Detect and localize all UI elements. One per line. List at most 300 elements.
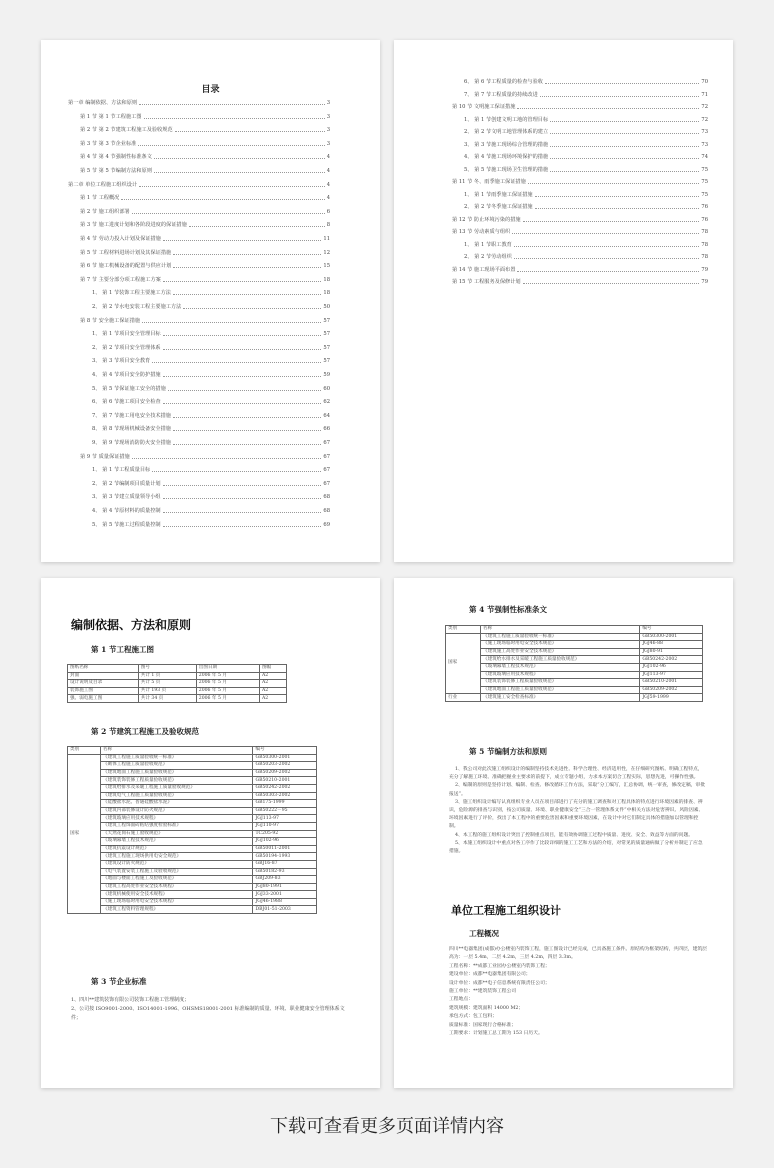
toc-entry-text: 1、 第 1 节项目安全管理目标 (92, 331, 161, 338)
toc-leader-dots (152, 470, 321, 472)
table-cell: GBJ16-87 (253, 860, 317, 868)
toc-entry (92, 290, 330, 296)
table-cell: 《建筑工程施工现场供用电安全规范》 (101, 853, 253, 861)
table-cell: 《建筑装饰装修工程质量验收规范》 (101, 777, 253, 785)
toc-leader-dots (163, 525, 322, 527)
table-row (68, 807, 317, 815)
toc-page-number: 15 (323, 263, 330, 270)
toc-page-number: 79 (701, 279, 708, 285)
toc-entry (464, 79, 708, 85)
toc-entry (452, 279, 708, 285)
paragraph: 1、我公司对此次施工组织设计的编制坚持技术先进性、科学合理性、经济适用性，在仔细研究图纸、明确工程特点，充分了解施工环境、准确把握业主要求的前提下，成立专题小组，力求本方案切合工程实际，思想先进，可操作性强。 (449, 767, 703, 781)
toc-leader-dots (132, 457, 322, 459)
document-page-4 (394, 578, 733, 1088)
table-row (68, 800, 317, 808)
toc-leader-dots (550, 132, 699, 134)
overview-line: 工程地点： (449, 997, 473, 1003)
table-cell: GB50210-2001 (640, 679, 703, 687)
toc-entry-text: 第 4 节 劳动力投入计划及保证措施 (80, 236, 161, 242)
toc-leader-dots (173, 443, 321, 445)
toc-entry-text: 1、 第 1 节职工教育 (464, 241, 512, 248)
table-header: 出图日期 (196, 665, 259, 673)
toc-entry (464, 167, 708, 173)
toc-page-number: 64 (323, 412, 330, 419)
table-cell: JGJ102-96 (640, 663, 703, 671)
table-cell: 共计 5 页 (138, 680, 196, 688)
toc-leader-dots (163, 348, 322, 350)
toc-entry-text: 第 13 节 劳动素质与组织 (452, 229, 511, 235)
toc-entry (80, 154, 330, 160)
toc-entry (464, 129, 708, 135)
toc-entry-text: 8、 第 8 节现场机械设备安全措施 (92, 426, 171, 433)
table-row (68, 672, 287, 680)
table-cell: JGJ59-1999 (640, 694, 703, 702)
table-cell: 强、弱电施工图 (68, 695, 139, 703)
table-cell: 《砌体工程施工质量验收规范》 (101, 762, 253, 770)
toc-entry (92, 345, 330, 351)
table-row (68, 853, 317, 861)
table-cell: 装饰施工图 (68, 687, 139, 695)
table-header: 编号 (253, 747, 317, 755)
toc-page-number: 3 (326, 100, 330, 106)
toc-entry (452, 217, 708, 223)
toc-entry (68, 100, 330, 106)
toc-leader-dots (132, 212, 325, 214)
table-cell: 2006 年 5 月 (196, 695, 259, 703)
toc-entry-text: 第 2 节 第 2 节建筑工程施工及验收规范 (80, 127, 173, 134)
toc-leader-dots (514, 257, 700, 259)
table-cell: 《建筑玻璃应用技术规程》 (101, 815, 253, 823)
table-cell: A2 (259, 695, 286, 703)
toc-entry (464, 254, 708, 260)
toc-page-number: 69 (323, 521, 330, 528)
toc-entry (92, 494, 330, 500)
toc-entry (80, 454, 330, 460)
table-row (446, 641, 703, 649)
toc-entry-text: 4、 第 4 节项目安全防护措施 (92, 372, 161, 378)
table-cell: 《电气装置安装工程施工及验收规范》 (101, 868, 253, 876)
table-row (68, 784, 317, 792)
table-header-row (446, 626, 703, 634)
toc-entry-text: 2、 第 2 节水电安装工程主要施工方法 (92, 304, 182, 310)
section-title: 第 4 节强制性标准条文 (469, 605, 547, 614)
toc-entry (80, 127, 330, 133)
table-cell: GB50182-93 (253, 868, 317, 876)
toc-page-number: 59 (323, 372, 330, 378)
toc-page-number: 68 (323, 508, 330, 514)
table-cell: 《玻璃幕墙工程技术规范》 (101, 838, 253, 846)
toc-leader-dots (514, 245, 700, 247)
toc-entry-text: 1、 第 1 节创建文明工地的管理目标 (464, 116, 549, 123)
paragraph: 2、公司按 ISO9001-2000、ISO14001-1996、OHSMS18001-2001 标准编制的质量、环境、职业健康安全管理体系文件； (71, 1006, 345, 1021)
table-cell: GB50203-2002 (253, 762, 317, 770)
section-title: 工程概况 (469, 929, 499, 938)
toc-page-number: 78 (701, 229, 708, 235)
toc-page-number: 78 (701, 254, 708, 260)
table-cell: GB50194-1993 (253, 853, 317, 861)
toc-leader-dots (517, 107, 699, 109)
toc-leader-dots (173, 253, 321, 255)
toc-entry-text: 2、 第 2 节冬季施工保证措施 (464, 204, 533, 210)
table-cell: A2 (259, 687, 286, 695)
standards-table-body (446, 633, 703, 701)
toc-page-number: 3 (326, 140, 330, 147)
toc-entry-text: 6、 第 6 节工程质量的检查与验收 (464, 79, 543, 85)
table-cell: 《玻璃幕墙工程技术规范》 (481, 663, 640, 671)
table-cell: GBJ209-83 (253, 876, 317, 884)
toc-leader-dots (163, 484, 322, 486)
toc-leader-dots (163, 497, 322, 499)
table-cell: JGJ33-2001 (253, 891, 317, 899)
toc-entry (80, 318, 330, 324)
toc-entry-text: 5、 第 5 节施工过程质量控制 (92, 521, 161, 528)
table-header: 编号 (640, 626, 703, 634)
toc-entry-text: 5、 第 5 节保证施工安全的措施 (92, 385, 166, 392)
method-paragraphs (449, 766, 707, 856)
toc-entry-text: 5、 第 5 节施工现场卫生管理的措施 (464, 166, 549, 173)
toc-leader-dots (173, 416, 321, 418)
table-row (68, 687, 287, 695)
category-cell: 国家 (446, 633, 481, 694)
table-cell: 2006 年 5 月 (196, 672, 259, 680)
toc-leader-dots (163, 511, 322, 513)
table-row (446, 633, 703, 641)
table-cell: 《建筑工程资料管理规程》 (101, 906, 253, 914)
category-cell: 行业 (446, 694, 481, 702)
toc-entry (464, 92, 708, 98)
table-cell: 共计 193 页 (138, 687, 196, 695)
spec-table-body (68, 754, 317, 913)
table-cell: 《建筑给水排水及采暖工程施工质量验收规范》 (481, 656, 640, 664)
toc-entry-text: 第 9 节 质量保证措施 (80, 453, 130, 460)
table-row (446, 686, 703, 694)
table-cell: JGJ46-1988 (253, 898, 317, 906)
toc-page-number: 18 (323, 276, 330, 283)
table-cell: 设计说明及目录 (68, 680, 139, 688)
drawings-table-body (68, 672, 287, 702)
toc-leader-dots (152, 361, 321, 363)
table-row (68, 860, 317, 868)
toc-page-number: 67 (323, 480, 330, 487)
toc-entry-text: 第 5 节 工程材料进场计划及其保证措施 (80, 249, 172, 256)
table-cell: 《建筑装饰装修工程质量验收规范》 (481, 679, 640, 687)
toc-page-number: 75 (701, 179, 708, 185)
table-header: 图纸名称 (68, 665, 139, 673)
table-cell: A2 (259, 672, 286, 680)
table-cell: GB50222－95 (253, 807, 317, 815)
table-row (68, 906, 317, 914)
table-cell: GB50209-2002 (640, 686, 703, 694)
table-cell: GB50303-2002 (253, 792, 317, 800)
toc-entry-text: 第 12 节 防止环境污染的措施 (452, 216, 521, 223)
toc-leader-dots (163, 280, 322, 282)
toc-leader-dots (523, 220, 700, 222)
toc-entry (92, 426, 330, 432)
toc-leader-dots (517, 270, 699, 272)
table-cell: GB50300-2001 (253, 754, 317, 762)
overview-line: 设计单位：成都**电子信息系统有限责任公司； (449, 980, 550, 986)
table-cell: 《建筑工程施工质量验收统一标准》 (101, 754, 253, 762)
toc-entry-text: 7、 第 7 节工程质量的持续改进 (464, 91, 538, 98)
toc-entry (92, 413, 330, 419)
toc-page-number: 11 (323, 236, 330, 242)
table-cell: 《建筑内部装修设计防火规范》 (101, 807, 253, 815)
toc-page-number: 74 (701, 154, 708, 160)
table-cell: JGJ110-97 (253, 822, 317, 830)
table-cell: 《建筑给排水及采暖工程施工质量验收规范》 (101, 784, 253, 792)
toc-entry-text: 第 6 节 施工机械设备的配置与供应计划 (80, 263, 172, 270)
toc-leader-dots (144, 117, 325, 119)
toc-entry-text: 第 3 节 施工进度计划和各阶段进度的保证措施 (80, 222, 187, 229)
toc-entry-text: 第二章 单位工程施工组织设计 (68, 181, 138, 188)
toc-page-number: 70 (701, 79, 708, 85)
overview-line: 质量标准：国家现行合格标准； (449, 1022, 517, 1028)
overview-line: 建设单位：成都**电器集团有限公司； (449, 972, 531, 978)
table-header-row (68, 665, 287, 673)
toc-leader-dots (512, 232, 699, 234)
toc-entry (452, 267, 708, 273)
table-cell: 《施工现场临时用电安全技术规范》 (481, 641, 640, 649)
toc-page-number: 68 (323, 494, 330, 501)
toc-entry (92, 467, 330, 473)
table-cell: 《建筑设计防火规范》 (101, 860, 253, 868)
toc-page-number: 4 (326, 195, 330, 202)
toc-entry (80, 141, 330, 147)
toc-entry (80, 222, 330, 228)
toc-page-number: 6 (326, 208, 330, 215)
toc-leader-dots (139, 185, 325, 187)
chapter-title: 编制依据、方法和原则 (71, 618, 192, 632)
table-cell: 《建筑施工安全检查标准》 (481, 694, 640, 702)
toc-entry-text: 2、 第 2 节劳动组织 (464, 254, 512, 260)
toc-entry-text: 2、 第 2 节编制项目质量计划 (92, 480, 161, 487)
toc-entry (92, 331, 330, 337)
table-cell: JGJ46-88 (640, 641, 703, 649)
table-row (446, 656, 703, 664)
table-row (68, 792, 317, 800)
toc-leader-dots (173, 429, 321, 431)
table-cell: JGJ102-96 (253, 838, 317, 846)
chapter-title: 单位工程施工组织设计 (451, 904, 561, 917)
toc-leader-dots (154, 157, 325, 159)
table-cell: TC205-92 (253, 830, 317, 838)
toc-entry-text: 第 3 节 第 3 节企业标准 (80, 140, 137, 147)
category-cell: 国家 (68, 754, 101, 913)
table-cell: 《建筑施工高处作业安全技术规范》 (481, 648, 640, 656)
table-cell: 共计 34 页 (138, 695, 196, 703)
toc-leader-dots (121, 198, 324, 200)
paragraph: 3、施工组织设计编写认真组织专业人员在项目部进行了充分的施工调查和对工程具体的特点进行环境因素的排查、辨识，危险源的排查与识别，按公司质量、环境、职业健康安全“三合一管理体系文件”中相关方法对危害辨识、风险因素、环境因素进行了评价，找出了本工程中的重要危害因素和重要环境因素，在设计中对它们制定具体的措施加以管理和控制。 (449, 799, 704, 830)
toc-page-number: 76 (701, 204, 708, 210)
table-row (68, 838, 317, 846)
toc-page-number: 73 (701, 129, 708, 135)
table-cell: 《建筑抗震设计规范》 (101, 845, 253, 853)
toc-page-number: 66 (323, 426, 330, 433)
table-cell: 2006 年 5 月 (196, 680, 259, 688)
table-row (68, 680, 287, 688)
toc-entry-text: 第 5 节 第 5 节编制方法和原则 (80, 168, 152, 174)
toc-entry-text: 第 1 节 工程概况 (80, 195, 120, 202)
toc-entry (92, 304, 330, 310)
toc-entry (80, 263, 330, 269)
table-cell: 《地面与楼面工程施工及验收规范》 (101, 876, 253, 884)
toc-entry (80, 236, 330, 242)
toc-entry (80, 250, 330, 256)
overview-lines (449, 946, 707, 1038)
toc-leader-dots (163, 402, 322, 404)
toc-page-2 (394, 40, 733, 562)
table-row (68, 777, 317, 785)
toc-entry (92, 440, 330, 446)
table-cell: 《施工现场临时用电安全技术规程》 (101, 898, 253, 906)
toc-page-number: 62 (323, 399, 330, 406)
table-row (68, 891, 317, 899)
toc-entry (68, 182, 330, 188)
toc-page-number: 4 (326, 154, 330, 161)
toc-leader-dots (540, 95, 700, 97)
table-header-row (68, 747, 317, 755)
toc-entry (464, 204, 708, 210)
table-row (446, 679, 703, 687)
toc-page-number: 8 (326, 222, 330, 229)
toc-leader-dots (173, 293, 321, 295)
table-row (68, 695, 287, 703)
table-cell: GB175-1999 (253, 800, 317, 808)
table-row (446, 694, 703, 702)
toc-leader-dots (163, 239, 322, 241)
toc-leader-dots (535, 195, 700, 197)
table-row (446, 671, 703, 679)
table-row (68, 830, 317, 838)
table-cell: 《建筑机械使用安全技术规程》 (101, 891, 253, 899)
toc-entry (92, 481, 330, 487)
toc-page-number: 67 (323, 440, 330, 446)
toc-entry-text: 3、 第 3 节施工现场综合管理的措施 (464, 141, 549, 148)
table-row (68, 883, 317, 891)
toc-page-number: 18 (323, 290, 330, 297)
toc-entry-text: 3、 第 3 节建立质量领导小组 (92, 494, 161, 501)
toc-page-number: 79 (701, 266, 708, 273)
paragraph: 4、本工程的施工组织设计突出了控制重点项目，能有效协调施工过程中质量、进度、安全、效益等方面的问题。 (455, 832, 694, 838)
toc-entry (452, 104, 708, 110)
table-cell: GB50242-2002 (640, 656, 703, 664)
table-cell: 《建筑工程饰面砖粘结强度检验标准》 (101, 822, 253, 830)
overview-line: 建筑规模：建筑面积 14000 M2； (449, 1005, 524, 1011)
table-cell: GB50300-2001 (640, 633, 703, 641)
toc-page-number: 72 (701, 104, 708, 110)
toc-entry (92, 386, 330, 392)
toc-entry-text: 2、 第 2 节文明工地管理体系的建立 (464, 129, 549, 135)
download-prompt: 下载可查看更多页面详情内容 (270, 1116, 504, 1137)
overview-line: 施工单位：**建筑装饰工程公司 (449, 989, 517, 995)
toc-entry (464, 192, 708, 198)
section-title: 第 1 节工程施工图 (91, 645, 154, 654)
toc-page-number: 78 (701, 241, 708, 248)
toc-leader-dots (139, 103, 325, 105)
toc-page-number: 75 (701, 166, 708, 173)
toc-entry-text: 3、 第 3 节项目安全教育 (92, 358, 151, 365)
toc-entry (464, 117, 708, 123)
table-row (68, 898, 317, 906)
table-header: 名称 (481, 626, 640, 634)
toc-entry (92, 358, 330, 364)
paragraph: 1、四川**建筑装饰有限公司装饰工程施工管理制度； (71, 997, 190, 1003)
toc-entry-text: 4、 第 4 节原材料的质量控制 (92, 508, 161, 514)
table-cell: GB50011-2001 (253, 845, 317, 853)
document-page-3 (41, 578, 380, 1088)
toc-entry-text: 1、 第 1 节雨季施工保证措施 (464, 191, 533, 198)
toc-entry-text: 7、 第 7 节施工用电安全技术措施 (92, 412, 171, 419)
toc-leader-dots (175, 130, 325, 132)
toc-entry-text: 第 14 节 施工现场平面布置 (452, 266, 516, 273)
toc-leader-dots (189, 225, 325, 227)
toc-page-1 (41, 40, 380, 562)
table-row (68, 769, 317, 777)
table-cell: 《建筑电气工程施工质量验收规范》 (101, 792, 253, 800)
toc-entry (80, 277, 330, 283)
toc-entry-text: 第 7 节 主要分部分项工程施工方案 (80, 276, 161, 283)
paragraph: 5、本施工组织设计中重点对各工序作了比较详细的施工工艺和方法的介绍，对常见的质量通病做了分析并制定了应急措施。 (449, 840, 703, 855)
table-cell: 2006 年 5 月 (196, 687, 259, 695)
table-row (68, 754, 317, 762)
toc-entry-text: 9、 第 9 节现场消防防火安全措施 (92, 440, 171, 446)
toc-page-number: 4 (326, 168, 330, 174)
toc-entry (452, 179, 708, 185)
toc-page-number: 76 (701, 216, 708, 223)
toc-leader-dots (173, 266, 321, 268)
toc-entry-text: 第 10 节 文明施工保证措施 (452, 104, 516, 110)
toc-page-number: 75 (701, 191, 708, 198)
toc-entry-text: 第 8 节 安全施工保证措施 (80, 317, 141, 324)
toc-page-number: 67 (323, 453, 330, 460)
toc-entry (92, 508, 330, 514)
toc-entry (92, 399, 330, 405)
toc-page-number: 12 (323, 249, 330, 256)
toc-entry (464, 242, 708, 248)
toc-leader-dots (523, 282, 700, 284)
table-row (68, 762, 317, 770)
drawings-table (67, 664, 287, 703)
table-cell: JGJ113-97 (640, 671, 703, 679)
table-row (68, 868, 317, 876)
toc-entry (92, 372, 330, 378)
toc-page-number: 3 (326, 127, 330, 134)
toc-leader-dots (550, 120, 699, 122)
table-cell: GB50242-2002 (253, 784, 317, 792)
table-row (68, 822, 317, 830)
toc-page-number: 71 (701, 91, 708, 98)
toc-entry (464, 154, 708, 160)
toc-leader-dots (142, 321, 321, 323)
table-cell: 《建筑工程施工质量验收统一标准》 (481, 633, 640, 641)
toc-entry (80, 168, 330, 174)
toc-entry (80, 195, 330, 201)
table-cell: JGJ113-97 (253, 815, 317, 823)
toc-page-number: 4 (326, 181, 330, 188)
table-row (68, 845, 317, 853)
toc-leader-dots (550, 145, 699, 147)
toc-title: 目录 (201, 85, 220, 95)
overview-line: 承包方式：包工包料； (449, 1014, 497, 1020)
toc-leader-dots (535, 207, 700, 209)
paragraph: 2、编制的原则是坚持计划、编制、检查、修改循环工作方法，采取“分工编写，汇总协调，统一审查，修改定稿，审批报送”。 (449, 783, 706, 797)
toc-entry (80, 209, 330, 215)
toc-page-number: 57 (323, 358, 330, 365)
table-cell: GB50210-2001 (253, 777, 317, 785)
toc-page-number: 73 (701, 141, 708, 148)
spec-table (67, 746, 317, 914)
toc-entry-text: 第一章 编制依据、方法和原则 (68, 100, 138, 106)
